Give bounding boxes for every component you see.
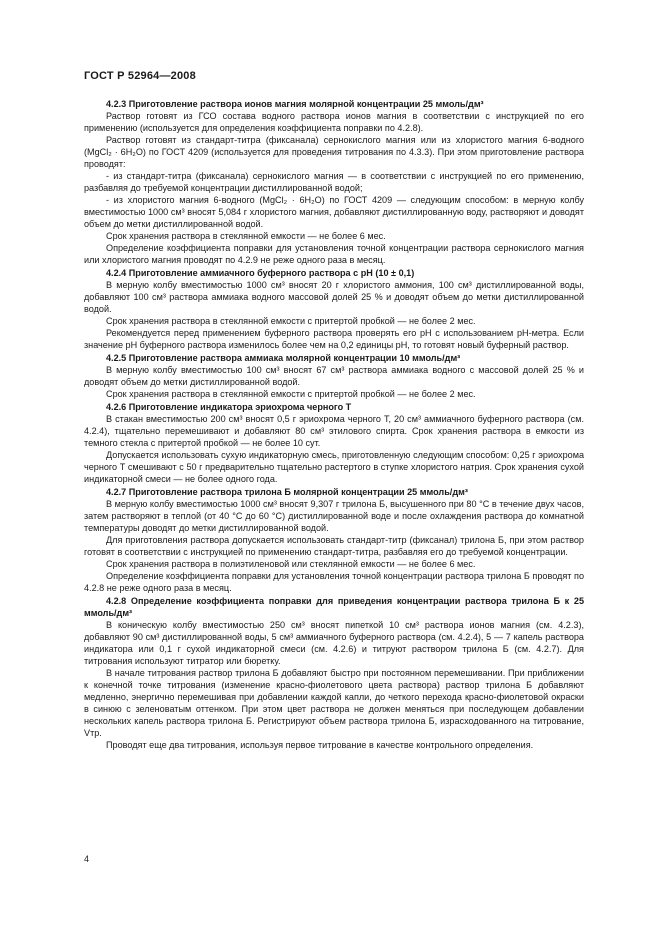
paragraph: Срок хранения раствора в стеклянной емкости — не более 6 мес.	[106, 231, 386, 241]
paragraph: Допускается использовать сухую индикаторную смесь, приготовленную следующим способом: 0,25 г эриохрома черного Т смешивают с 50 г предварительно тщательно растертого в ступке хлористого натрия. Срок хранения сухой индикаторной смеси — не более одного года.	[84, 450, 584, 484]
document-header: ГОСТ Р 52964—2008	[84, 70, 196, 82]
paragraph: Срок хранения раствора в полиэтиленовой или стеклянной емкости — не более 6 мес.	[106, 559, 476, 569]
paragraph: В мерную колбу вместимостью 100 см³ вносят 67 см³ раствора аммиака водного с массовой долей 25 % и доводят объем до метки дистиллированной водой.	[84, 365, 584, 387]
paragraph: Срок хранения раствора в стеклянной емкости с притертой пробкой — не более 2 мес.	[106, 316, 476, 326]
section-heading: 4.2.4 Приготовление аммиачного буферного раствора с pH (10 ± 0,1)	[106, 268, 415, 278]
paragraph: В стакан вместимостью 200 см³ вносят 0,5 г эриохрома черного Т, 20 см³ аммиачного буферного раствора (см. 4.2.4), тщательно перемешивают и добавляют 80 см³ этилового спирта. Срок хранения раствора в емкости из темного стекла с притертой пробкой — не более 10 сут.	[84, 414, 584, 448]
document-body	[84, 98, 584, 751]
section-heading: 4.2.6 Приготовление индикатора эриохрома черного Т	[106, 402, 352, 412]
paragraph: В коническую колбу вместимостью 250 см³ вносят пипеткой 10 см³ раствора ионов магния (см. 4.2.3), добавляют 90 см³ дистиллированной воды, 5 см³ аммиачного буферного раствора (см. 4.2.4), 5 — 7 капель раствора индикатора или 0,1 г сухой индикаторной смеси (см. 4.2.6) и титруют раствором трилона Б (см. 4.2.7). Для титрования используют титратор или бюретку.	[84, 620, 584, 666]
paragraph: В мерную колбу вместимостью 1000 см³ вносят 20 г хлористого аммония, 100 см³ дистиллированной воды, добавляют 100 см³ раствора аммиака водного массовой долей 25 % и доводят объем до метки дистиллированной водой.	[84, 280, 584, 314]
paragraph: Раствор готовят из стандарт-титра (фиксанала) сернокислого магния или из хлористого магния 6-водного (MgCl₂ · 6H₂O) по ГОСТ 4209 (используется для проведения титрования по 4.3.3). При этом приготовление раствора проводят:	[84, 135, 584, 169]
paragraph: Определение коэффициента поправки для установления точной концентрации раствора сернокислого магния или хлористого магния проводят по 4.2.9 не реже одного раза в месяц.	[84, 243, 584, 265]
paragraph: Проводят еще два титрования, используя первое титрование в качестве контрольного определения.	[106, 740, 534, 750]
paragraph: Раствор готовят из ГСО состава водного раствора ионов магния в соответствии с инструкцией по его применению (используется для определения коэффициента поправки по 4.2.8).	[84, 111, 584, 133]
paragraph: В мерную колбу вместимостью 1000 см³ вносят 9,307 г трилона Б, высушенного при 80 °С в течение двух часов, затем растворяют в теплой (от 40 °С до 60 °С) дистиллированной воде и после охлаждения раствора до комнатной температуры доводят до метки дистиллированной водой.	[84, 499, 584, 533]
section-heading: 4.2.7 Приготовление раствора трилона Б молярной концентрации 25 ммоль/дм³	[106, 487, 468, 497]
section-heading: 4.2.5 Приготовление раствора аммиака молярной концентрации 10 ммоль/дм³	[106, 353, 461, 363]
section-heading: 4.2.8 Определение коэффициента поправки для приведения концентрации раствора трилона Б к 25 ммоль/дм³	[84, 596, 584, 618]
paragraph: В начале титрования раствор трилона Б добавляют быстро при постоянном перемешивании. При приближении к конечной точке титрования (изменение красно-фиолетового цвета раствора) раствор трилона Б добавляют медленно, энергично перемешивая при добавлении каждой капли, до четкого перехода красно-фиолетовой окраски в синюю с зеленоватым оттенком. При этом цвет раствора не должен меняться при последующем добавлении нескольких капель раствора трилона Б. Регистрируют объем раствора трилона Б, израсходованного на титрование, Vтр.	[84, 668, 584, 738]
paragraph: - из стандарт-титра (фиксанала) сернокислого магния — в соответствии с инструкцией по его применению, разбавляя до требуемой концентрации дистиллированной водой;	[84, 171, 584, 193]
paragraph: Для приготовления раствора допускается использовать стандарт-титр (фиксанал) трилона Б, при этом раствор готовят в соответствии с инструкцией по применению стандарт-титра, разбавляя его до требуемой концентрации.	[84, 535, 584, 557]
paragraph: Срок хранения раствора в стеклянной емкости с притертой пробкой — не более 2 мес.	[106, 389, 476, 399]
paragraph: Рекомендуется перед применением буферного раствора проверять его pH с использованием pH-метра. Если значение pH буферного раствора изменилось более чем на 0,2 единицы pH, то готовят новый буферный раствор.	[84, 328, 584, 350]
section-heading: 4.2.3 Приготовление раствора ионов магния молярной концентрации 25 ммоль/дм³	[106, 99, 484, 109]
paragraph: - из хлористого магния 6-водного (MgCl₂ · 6H₂O) по ГОСТ 4209 — следующим способом: в мерную колбу вместимостью 1000 см³ вносят 5,084 г хлористого магния, добавляют дистиллированную воду, растворяют и доводят объем до метки дистиллированной водой.	[84, 195, 584, 229]
paragraph: Определение коэффициента поправки для установления точной концентрации раствора трилона Б проводят по 4.2.8 не реже одного раза в месяц.	[84, 571, 584, 593]
page-number: 4	[84, 854, 90, 864]
document-page	[84, 70, 584, 751]
